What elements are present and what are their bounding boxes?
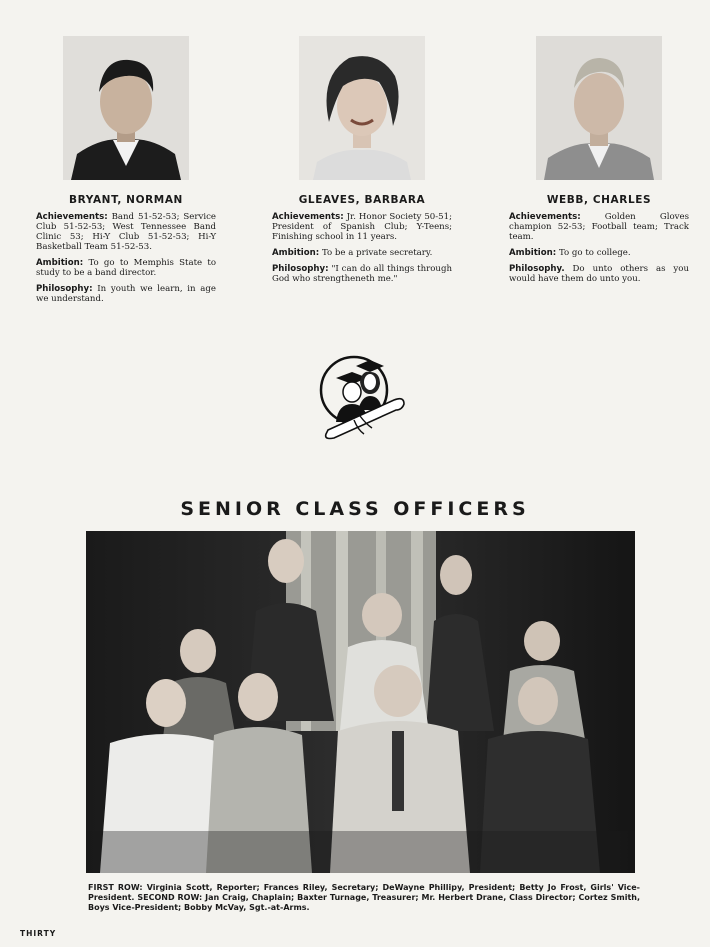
- ambition-text: Ambition: To be a private secretary.: [272, 248, 433, 258]
- ambition-text: Ambition: To go to college.: [509, 248, 631, 258]
- student-name: WEBB, CHARLES: [546, 194, 652, 206]
- student-entry-bryant: [36, 36, 216, 304]
- page-number: THIRTY: [20, 929, 57, 938]
- student-entry-gleaves: [272, 36, 452, 284]
- student-portrait-bryant: [63, 36, 189, 180]
- photo-caption: FIRST ROW: Virginia Scott, Reporter; Frances Riley, Secretary; DeWayne Phillipy, President; Betty Jo Frost, Girls' Vice-President. SECOND ROW: Jan Craig, Chaplain; Baxter Turnage, Treasurer; Mr. Herbert Drane, Class Director; Cortez Smith, Boys Vice-President; Bobby McVay, Sgt.-at-Arms.: [88, 883, 640, 912]
- philosophy-text: Philosophy: "I can do all things through God who strengtheneth me.": [272, 264, 453, 284]
- student-portrait-gleaves: [299, 36, 425, 180]
- ambition-text: Ambition: To go to Memphis State to study to be a band director.: [36, 258, 216, 278]
- section-title: SENIOR CLASS OFFICERS: [180, 498, 530, 520]
- philosophy-text: Philosophy: In youth we learn, in age we understand.: [36, 284, 216, 304]
- achievements-text: Achievements: Band 51-52-53; Service Club 51-52-53; West Tennessee Band Clinic 53; Hi-Y Club 51-52-53; Hi-Y Basketball Team 51-52-53.: [36, 212, 217, 252]
- philosophy-text: Philosophy. Do unto others as you would have them do unto you.: [509, 264, 689, 284]
- student-name: BRYANT, NORMAN: [69, 194, 183, 206]
- student-name: GLEAVES, BARBARA: [298, 194, 426, 206]
- senior-class-officers-photo: [86, 531, 635, 873]
- student-entry-webb: [509, 36, 689, 284]
- student-portrait-webb: [536, 36, 662, 180]
- achievements-text: Achievements: Golden Gloves champion 52-53; Football team; Track team.: [509, 212, 689, 242]
- graduation-emblem-icon: [318, 350, 408, 442]
- achievements-text: Achievements: Jr. Honor Society 50-51; President of Spanish Club; Y-Teens; Finishing school in 11 years.: [272, 212, 452, 242]
